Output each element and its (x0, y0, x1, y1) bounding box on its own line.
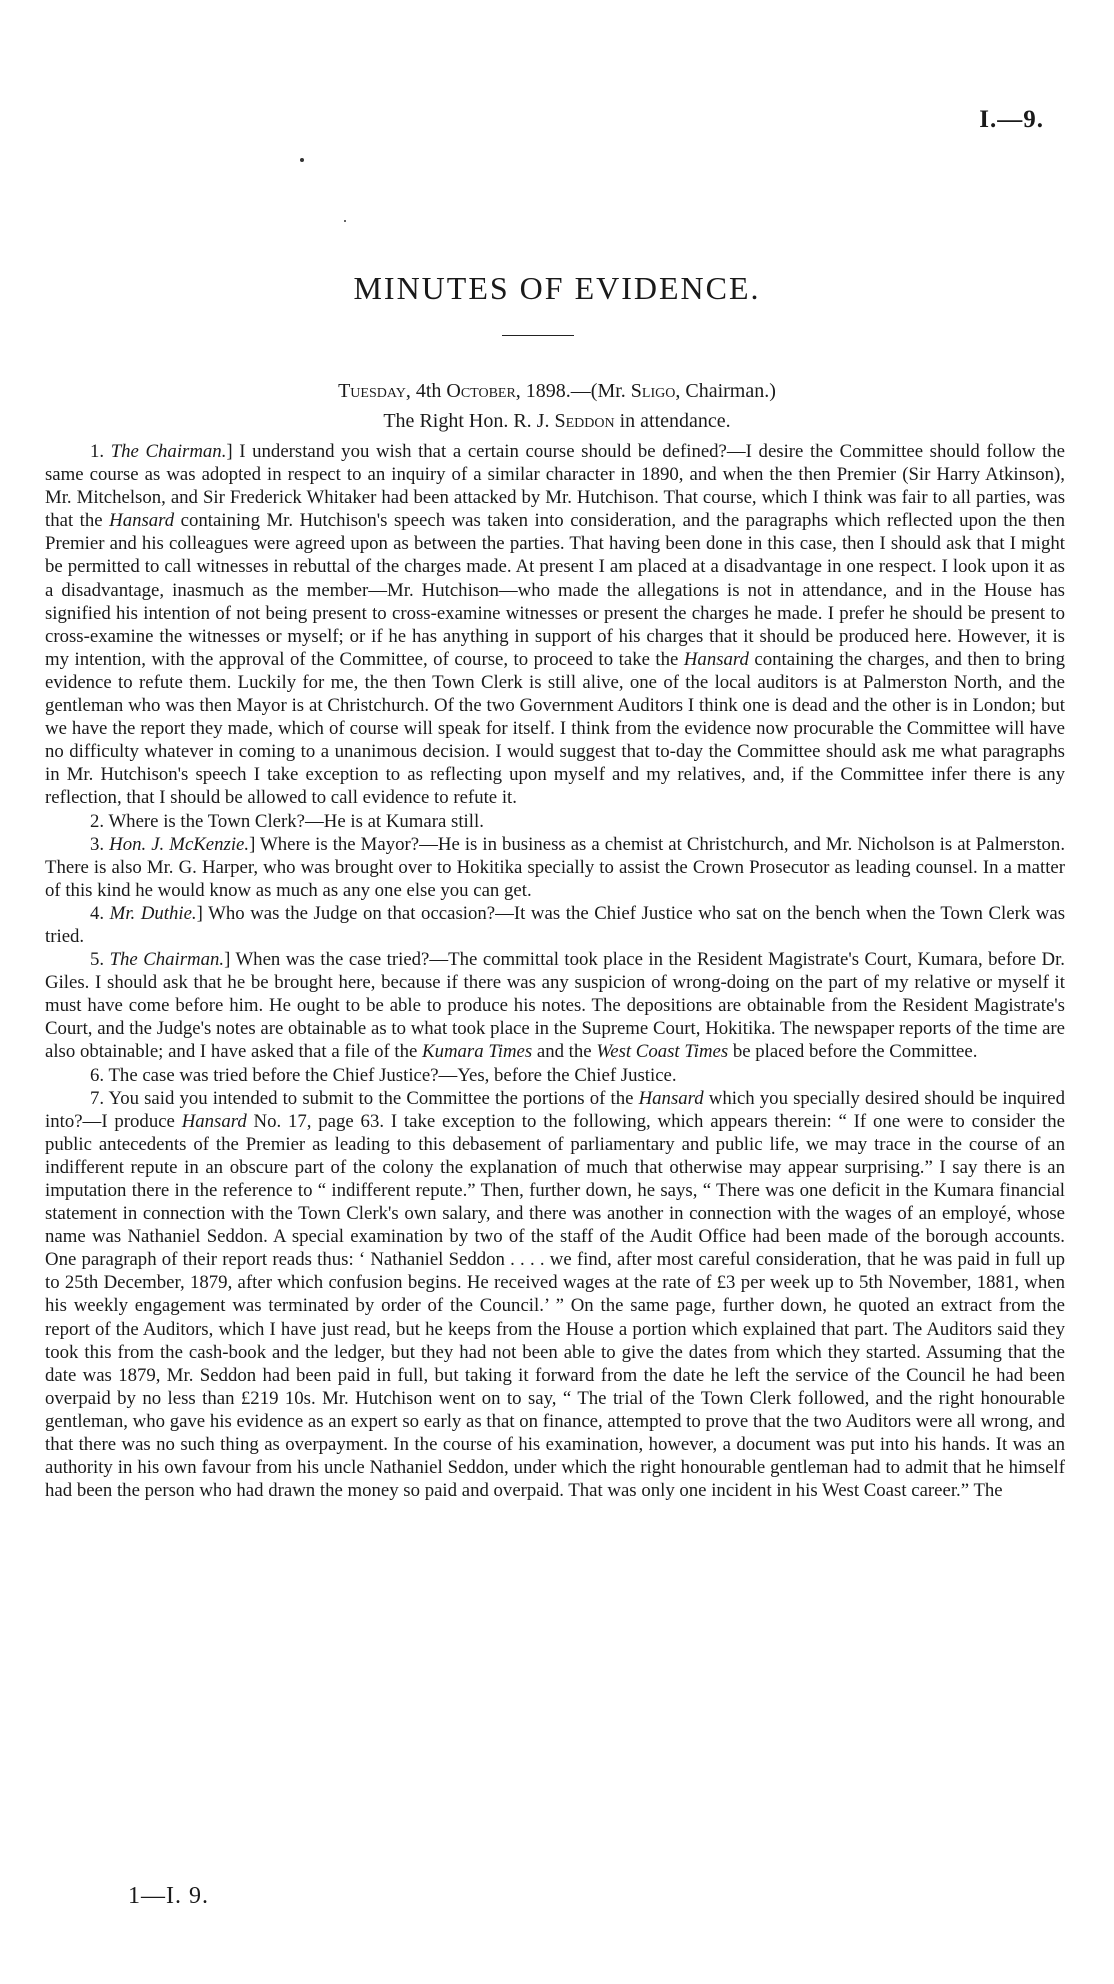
session-year: , 1898.—(Mr. (515, 380, 631, 402)
page-signature: 1—I. 9. (128, 1883, 209, 1909)
evidence-body (45, 440, 1065, 1502)
speaker: The Chairman. (109, 949, 225, 971)
paragraph-text: ] Where is the Mayor?—He is in business as a chemist at Christchurch, and Mr. Nicholson is at Palmerston. There is also Mr. G. Harper, who was brought over to Hokitika specially to assist the Crown Prosecutor as leading counsel. In a matter of this kind he would know as much as any one else you can get. (45, 833, 1066, 901)
document-title: MINUTES OF EVIDENCE. (353, 270, 761, 306)
title-divider (502, 335, 574, 336)
paragraph-text: and the (532, 1041, 597, 1063)
paragraph-text: Where is the Town Clerk?—He is at Kumara still. (108, 810, 484, 832)
publication-title: Hansard (109, 510, 175, 532)
attendance-suffix: in attendance. (614, 410, 731, 432)
publication-title: Hansard (683, 648, 749, 670)
question-number: 3. (90, 833, 110, 855)
paragraph-text: You said you intended to submit to the Committee the portions of the (108, 1087, 639, 1109)
question-number: 4. (90, 902, 110, 924)
evidence-paragraph-5 (45, 948, 1065, 1063)
publication-title: Kumara Times (422, 1041, 533, 1063)
attendance-prefix: The Right Hon. R. J. (383, 410, 555, 432)
paragraph-text: No. 17, page 63. I take exception to the following, which appears therein: “ If one were to consider the public antecedents of the Premier as leading to this debasement of parliamentary and public life, we may trace in the course of an indifferent repute in an obscure part of the colony the explanation of much that otherwise may appear surprising.” I say there is an imputation there in the reference to “ indifferent repute.” Then, further down, he says, “ There was one deficit in the Kumara financial statement in connection with the Town Clerk's own salary, and there was another in connection with the wages of an employé, whose name was Nathaniel Seddon. A special examination by two of the staff of the Audit Office had been made of the borough accounts. One paragraph of their report reads thus: ‘ Nathaniel Seddon . . . . we find, after most careful consideration, that he was paid in full up to 25th December, 1879, after which confusion begins. He received wages at the rate of £3 per week up to 5th November, 1881, when his weekly engagement was terminated by order of the Council.’ ” On the same page, further down, he quoted an extract from the report of the Auditors, which I have just read, but he keeps from the House a portion which explained that part. The Auditors said they took this from the cash-book and the ledger, but they had not been able to give the dates from which they started. Assuming that the date was 1879, Mr. Seddon had been paid in full, but taking it forward from the date he left the service of the Council he had been overpaid by no less than £219 10s. Mr. Hutchison went on to say, “ The trial of the Town Clerk followed, and the right honourable gentleman, who gave his evidence as an expert so early as that on finance, attempted to prove that the two Auditors were all wrong, and that there was no such thing as overpayment. In the course of his examination, however, a document was put into his hands. It was an authority in his own favour from his uncle Nathaniel Seddon, under which the right honourable gentleman had to admit that he himself had been the person who had drawn the money so paid and overpaid. That was only one incident in his West Coast career.” The (45, 1110, 1066, 1502)
publication-title: Hansard (638, 1087, 704, 1109)
speaker: Mr. Duthie. (109, 902, 197, 924)
attendance-name: Seddon (554, 410, 615, 432)
paragraph-text: which you specially desired should be inquired into?—I produce (45, 1087, 1065, 1132)
print-speck (300, 158, 304, 162)
question-number: 7. (90, 1087, 109, 1109)
paragraph-text: ] Who was the Judge on that occasion?—It was the Chief Justice who sat on the bench when the Town Clerk was tried. (45, 902, 1066, 947)
speaker: The Chairman. (110, 441, 227, 462)
evidence-paragraph-1 (45, 440, 1065, 810)
paragraph-text: be placed before the Committee. (728, 1041, 978, 1063)
paragraph-text: ] I understand you wish that a certain course should be defined?—I desire the Committee should follow the same course as was adopted in respect to an inquiry of a similar character in 1890, and when the then Premier (Sir Harry Atkinson), Mr. Mitchelson, and Sir Frederick Whitaker had been attacked by Mr. Hutchison. That course, which I think was fair to all parties, was that the (45, 441, 1065, 532)
question-number: 6. (90, 1064, 109, 1086)
evidence-paragraph-3 (45, 833, 1065, 902)
evidence-paragraph-6 (45, 1064, 1065, 1087)
session-month: October (446, 380, 516, 402)
publication-title: West Coast Times (596, 1041, 729, 1063)
attendance-line (0, 410, 1114, 433)
session-date: , 4th (405, 380, 447, 402)
question-number: 5. (90, 949, 110, 971)
page-reference: I.—9. (979, 106, 1044, 133)
session-day: Tuesday (338, 380, 406, 402)
question-number: 2. (90, 810, 109, 832)
chairman-label: , Chairman.) (675, 380, 776, 402)
paragraph-text: The case was tried before the Chief Justice?—Yes, before the Chief Justice. (108, 1064, 677, 1086)
evidence-paragraph-4 (45, 902, 1065, 948)
evidence-paragraph-7 (45, 1087, 1065, 1503)
evidence-paragraph-2 (45, 810, 1065, 833)
speaker: Hon. J. McKenzie. (109, 833, 250, 855)
chairman-name: Sligo (630, 380, 676, 402)
session-date-line (0, 380, 1114, 403)
paragraph-text: ] When was the case tried?—The committal took place in the Resident Magistrate's Court, Kumara, before Dr. Giles. I should ask that he be brought here, because if there was any suspicion of wrong-doing on the part of my relative or myself it must have come before him. He ought to be able to produce his notes. The depositions are obtainable from the Resident Magistrate's Court, and the Judge's notes are obtainable as to what took place in the Supreme Court, Hokitika. The newspaper reports of the time are also obtainable; and I have asked that a file of the (45, 949, 1066, 1063)
paragraph-text: containing Mr. Hutchison's speech was taken into consideration, and the paragraphs which reflected upon the then Premier and his colleagues were agreed upon as between the parties. That having been done in this case, then I should ask that I might be permitted to call witnesses in rebuttal of the charges made. At present I am placed at a disadvantage in one respect. I look upon it as a disadvantage, inasmuch as the member—Mr. Hutchison—who made the allegations is not in attendance, and in the House has signified his intention of not being present to cross-examine witnesses or present the charges he made. I prefer he should be present to cross-examine the witnesses or myself; or if he has anything in support of his charges that it should be produced here. However, it is my intention, with the approval of the Committee, of course, to proceed to take the (45, 510, 1065, 670)
print-speck (344, 220, 346, 222)
paragraph-text: containing the charges, and then to bring evidence to refute them. Luckily for me, the then Town Clerk is still alive, one of the local auditors is at Palmerston North, and the gentleman who was then Mayor is at Christchurch. Of the two Government Auditors I think one is dead and the other is in London; but we have the report they made, which of course will speak for itself. I think from the evidence now procurable the Committee will have no difficulty whatever in coming to a unanimous decision. I would suggest that to-day the Committee should ask me what paragraphs in Mr. Hutchison's speech I take exception to as reflecting upon myself and my relatives, and, if the Committee infer there is any reflection, that I should be allowed to call evidence to refute it. (45, 648, 1065, 809)
question-number: 1. (90, 441, 111, 462)
publication-title: Hansard (181, 1110, 247, 1132)
